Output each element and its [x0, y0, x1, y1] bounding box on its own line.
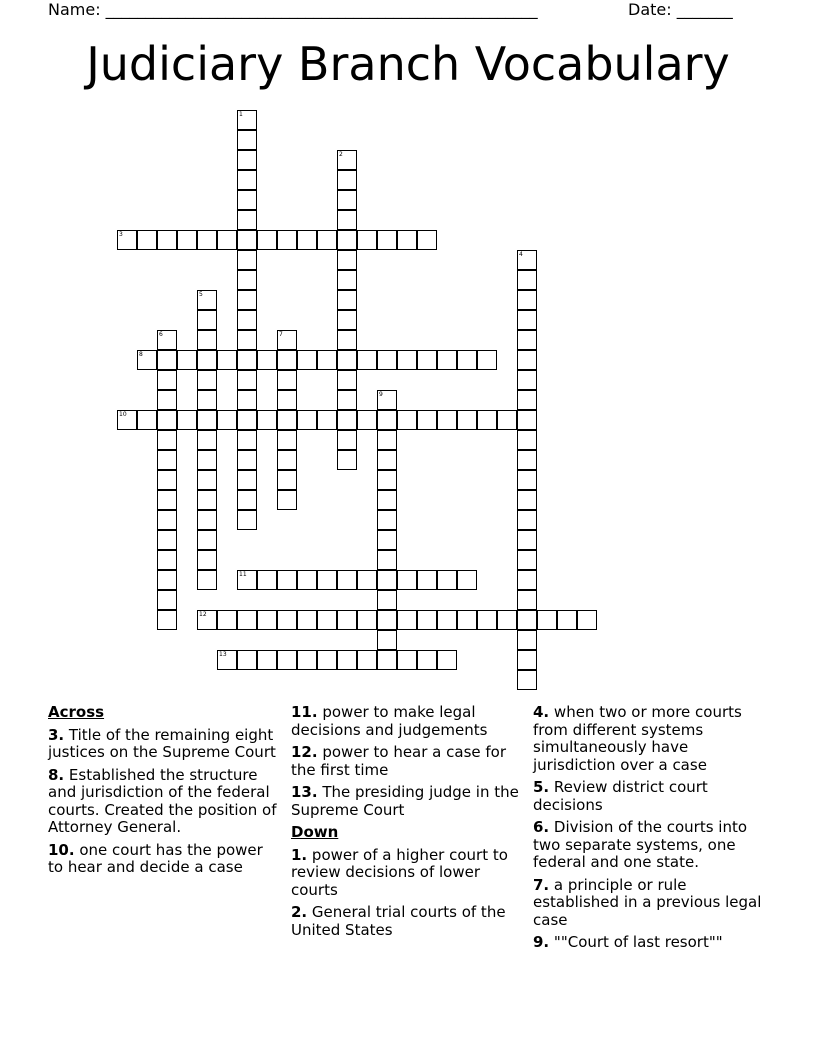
grid-cell[interactable]: [197, 410, 217, 430]
grid-cell[interactable]: [277, 650, 297, 670]
grid-cell[interactable]: [377, 510, 397, 530]
grid-cell[interactable]: [157, 350, 177, 370]
grid-cell[interactable]: [337, 170, 357, 190]
grid-cell[interactable]: [457, 570, 477, 590]
grid-cell[interactable]: [517, 450, 537, 470]
grid-cell[interactable]: [317, 230, 337, 250]
grid-cell[interactable]: [197, 570, 217, 590]
grid-cell[interactable]: [157, 430, 177, 450]
grid-cell[interactable]: [337, 430, 357, 450]
grid-cell[interactable]: [357, 650, 377, 670]
grid-cell[interactable]: [397, 350, 417, 370]
cell-number: 10: [119, 411, 127, 418]
grid-cell[interactable]: [517, 430, 537, 450]
grid-cell[interactable]: [457, 350, 477, 370]
grid-cell[interactable]: [477, 350, 497, 370]
grid-cell[interactable]: [417, 410, 437, 430]
grid-cell[interactable]: [397, 230, 417, 250]
grid-cell[interactable]: [537, 610, 557, 630]
grid-cell[interactable]: [237, 190, 257, 210]
grid-cell[interactable]: [217, 230, 237, 250]
grid-cell[interactable]: [377, 430, 397, 450]
grid-cell[interactable]: [337, 570, 357, 590]
clue-text: Review district court decisions: [533, 778, 708, 814]
grid-cell[interactable]: [317, 650, 337, 670]
grid-cell[interactable]: [477, 610, 497, 630]
grid-cell[interactable]: [217, 610, 237, 630]
clue-text: when two or more courts from different systems simultaneously have jurisdiction over a case: [533, 703, 742, 774]
clue-across-8: [48, 767, 280, 837]
grid-cell[interactable]: [297, 570, 317, 590]
clue-number: 12.: [291, 743, 318, 761]
grid-cell[interactable]: [517, 670, 537, 690]
grid-cell[interactable]: [397, 650, 417, 670]
grid-cell[interactable]: [397, 570, 417, 590]
grid-cell[interactable]: [437, 610, 457, 630]
cell-number: 3: [119, 231, 123, 238]
grid-cell[interactable]: [297, 230, 317, 250]
cell-number: 12: [199, 611, 207, 618]
grid-cell[interactable]: [237, 650, 257, 670]
grid-cell[interactable]: [157, 450, 177, 470]
grid-cell[interactable]: [337, 650, 357, 670]
grid-cell[interactable]: [197, 430, 217, 450]
grid-cell[interactable]: [437, 650, 457, 670]
grid-cell[interactable]: [177, 230, 197, 250]
clue-number: 5.: [533, 778, 550, 796]
grid-cell[interactable]: [517, 270, 537, 290]
grid-cell[interactable]: [377, 230, 397, 250]
grid-cell[interactable]: [157, 570, 177, 590]
grid-cell[interactable]: [217, 350, 237, 370]
clue-number: 7.: [533, 875, 550, 894]
grid-cell[interactable]: [317, 570, 337, 590]
clue-text: ""Court of last resort"": [553, 933, 723, 951]
grid-cell[interactable]: [517, 630, 537, 650]
grid-cell[interactable]: [517, 390, 537, 410]
clue-text: a principle or rule established in a previous legal case: [533, 875, 762, 929]
grid-cell[interactable]: [237, 170, 257, 190]
grid-cell[interactable]: [517, 330, 537, 350]
clue-number: 4.: [533, 703, 550, 721]
grid-cell[interactable]: [357, 230, 377, 250]
grid-cell[interactable]: [237, 570, 257, 590]
grid-cell[interactable]: [237, 230, 257, 250]
grid-cell[interactable]: [217, 410, 237, 430]
grid-cell[interactable]: [517, 310, 537, 330]
grid-cell[interactable]: [237, 390, 257, 410]
grid-cell[interactable]: [297, 350, 317, 370]
cell-number: 9: [379, 391, 383, 398]
grid-cell[interactable]: [517, 530, 537, 550]
grid-cell[interactable]: [157, 510, 177, 530]
grid-cell[interactable]: [337, 330, 357, 350]
clue-across-12: [291, 744, 523, 779]
grid-cell[interactable]: [417, 650, 437, 670]
clue-text: The presiding judge in the Supreme Court: [291, 783, 519, 819]
grid-cell[interactable]: [117, 230, 137, 250]
grid-cell[interactable]: [237, 450, 257, 470]
grid-cell[interactable]: [377, 470, 397, 490]
clue-down-7: [533, 877, 765, 930]
grid-cell[interactable]: [157, 530, 177, 550]
grid-cell[interactable]: [237, 290, 257, 310]
grid-cell[interactable]: [337, 150, 357, 170]
grid-cell[interactable]: [157, 390, 177, 410]
clue-across-13: [291, 784, 523, 819]
grid-cell[interactable]: [337, 310, 357, 330]
clue-text: one court has the power to hear and decide a case: [48, 840, 263, 876]
clue-number: 8.: [48, 765, 65, 784]
clue-down-4: [533, 704, 765, 774]
grid-cell[interactable]: [237, 150, 257, 170]
clue-down-1: [291, 847, 523, 900]
date-field-label: Date: _______: [628, 0, 733, 19]
grid-cell[interactable]: [237, 110, 257, 130]
grid-cell[interactable]: [157, 550, 177, 570]
grid-cell[interactable]: [257, 410, 277, 430]
grid-cell[interactable]: [517, 470, 537, 490]
grid-cell[interactable]: [517, 250, 537, 270]
grid-cell[interactable]: [197, 330, 217, 350]
grid-cell[interactable]: [257, 350, 277, 370]
grid-cell[interactable]: [197, 510, 217, 530]
grid-cell[interactable]: [377, 570, 397, 590]
cell-number: 6: [159, 331, 163, 338]
grid-cell[interactable]: [457, 410, 477, 430]
grid-cell[interactable]: [517, 370, 537, 390]
grid-cell[interactable]: [377, 630, 397, 650]
grid-cell[interactable]: [277, 450, 297, 470]
grid-cell[interactable]: [197, 470, 217, 490]
grid-cell[interactable]: [177, 350, 197, 370]
grid-cell[interactable]: [477, 410, 497, 430]
clue-across-11: [291, 704, 523, 739]
clue-number: 6.: [533, 818, 550, 836]
grid-cell[interactable]: [277, 390, 297, 410]
grid-cell[interactable]: [297, 410, 317, 430]
grid-cell[interactable]: [277, 230, 297, 250]
grid-cell[interactable]: [517, 290, 537, 310]
grid-cell[interactable]: [217, 650, 237, 670]
grid-cell[interactable]: [197, 370, 217, 390]
grid-cell[interactable]: [277, 370, 297, 390]
grid-cell[interactable]: [377, 530, 397, 550]
grid-cell[interactable]: [137, 410, 157, 430]
grid-cell[interactable]: [357, 350, 377, 370]
grid-cell[interactable]: [337, 410, 357, 430]
clue-text: Division of the courts into two separate systems, one federal and one state.: [533, 818, 748, 871]
clue-down-6: [533, 819, 765, 872]
grid-cell[interactable]: [157, 590, 177, 610]
grid-cell[interactable]: [197, 290, 217, 310]
cell-number: 7: [279, 331, 283, 338]
clue-text: power to make legal decisions and judgements: [291, 703, 488, 739]
grid-cell[interactable]: [117, 410, 137, 430]
clue-number: 11.: [291, 703, 318, 721]
grid-cell[interactable]: [517, 610, 537, 630]
grid-cell[interactable]: [277, 430, 297, 450]
clue-text: Title of the remaining eight justices on the Supreme Court: [48, 725, 276, 761]
grid-cell[interactable]: [357, 570, 377, 590]
grid-cell[interactable]: [237, 510, 257, 530]
grid-cell[interactable]: [517, 590, 537, 610]
grid-cell[interactable]: [157, 610, 177, 630]
grid-cell[interactable]: [397, 610, 417, 630]
grid-cell[interactable]: [197, 450, 217, 470]
clue-text: power to hear a case for the first time: [291, 743, 507, 779]
grid-cell[interactable]: [237, 490, 257, 510]
grid-cell[interactable]: [257, 230, 277, 250]
grid-cell[interactable]: [237, 610, 257, 630]
grid-cell[interactable]: [377, 650, 397, 670]
grid-cell[interactable]: [517, 510, 537, 530]
clue-text: Established the structure and jurisdiction of the federal courts. Created the position of Attorney General.: [48, 765, 277, 836]
grid-cell[interactable]: [257, 610, 277, 630]
grid-cell[interactable]: [457, 610, 477, 630]
grid-cell[interactable]: [517, 410, 537, 430]
clue-column-1: [48, 704, 280, 882]
grid-cell[interactable]: [337, 230, 357, 250]
grid-cell[interactable]: [377, 590, 397, 610]
grid-cell[interactable]: [437, 570, 457, 590]
grid-cell[interactable]: [517, 550, 537, 570]
grid-cell[interactable]: [557, 610, 577, 630]
grid-cell[interactable]: [197, 610, 217, 630]
grid-cell[interactable]: [497, 410, 517, 430]
grid-cell[interactable]: [157, 490, 177, 510]
across-heading: Across: [48, 703, 105, 721]
clue-number: 10.: [48, 840, 75, 859]
grid-cell[interactable]: [437, 350, 457, 370]
grid-cell[interactable]: [237, 470, 257, 490]
grid-cell[interactable]: [297, 650, 317, 670]
grid-cell[interactable]: [517, 490, 537, 510]
grid-cell[interactable]: [237, 210, 257, 230]
clue-text: General trial courts of the United States: [291, 903, 506, 939]
grid-cell[interactable]: [197, 490, 217, 510]
name-field-label: Name: ______________________________________________________: [48, 0, 538, 19]
grid-cell[interactable]: [197, 550, 217, 570]
grid-cell[interactable]: [157, 370, 177, 390]
grid-cell[interactable]: [157, 330, 177, 350]
grid-cell[interactable]: [237, 370, 257, 390]
grid-cell[interactable]: [377, 390, 397, 410]
cell-number: 11: [239, 571, 247, 578]
page-title: Judiciary Branch Vocabulary: [86, 37, 730, 91]
clue-text: power of a higher court to review decisions of lower courts: [291, 845, 508, 899]
grid-cell[interactable]: [277, 410, 297, 430]
grid-cell[interactable]: [337, 450, 357, 470]
grid-cell[interactable]: [237, 410, 257, 430]
grid-cell[interactable]: [337, 190, 357, 210]
grid-cell[interactable]: [377, 490, 397, 510]
grid-cell[interactable]: [237, 350, 257, 370]
grid-cell[interactable]: [577, 610, 597, 630]
grid-cell[interactable]: [277, 490, 297, 510]
grid-cell[interactable]: [237, 430, 257, 450]
grid-cell[interactable]: [337, 270, 357, 290]
clue-number: 13.: [291, 783, 318, 801]
grid-cell[interactable]: [337, 290, 357, 310]
clue-number: 9.: [533, 933, 550, 951]
grid-cell[interactable]: [337, 350, 357, 370]
clue-number: 1.: [291, 845, 308, 864]
grid-cell[interactable]: [417, 570, 437, 590]
cell-number: 4: [519, 251, 523, 258]
grid-cell[interactable]: [397, 410, 417, 430]
grid-cell[interactable]: [257, 650, 277, 670]
grid-cell[interactable]: [197, 390, 217, 410]
grid-cell[interactable]: [417, 230, 437, 250]
cell-number: 1: [239, 111, 243, 118]
grid-cell[interactable]: [237, 270, 257, 290]
clue-column-2: [291, 704, 523, 944]
clue-column-3: [533, 704, 765, 957]
cell-number: 5: [199, 291, 203, 298]
grid-cell[interactable]: [197, 310, 217, 330]
grid-cell[interactable]: [317, 410, 337, 430]
grid-cell[interactable]: [377, 610, 397, 630]
grid-cell[interactable]: [237, 330, 257, 350]
clue-across-3: [48, 727, 280, 762]
grid-cell[interactable]: [337, 610, 357, 630]
grid-cell[interactable]: [317, 350, 337, 370]
grid-cell[interactable]: [157, 410, 177, 430]
clue-down-5: [533, 779, 765, 814]
grid-cell[interactable]: [417, 610, 437, 630]
grid-cell[interactable]: [377, 450, 397, 470]
grid-cell[interactable]: [237, 130, 257, 150]
grid-cell[interactable]: [277, 350, 297, 370]
cell-number: 2: [339, 151, 343, 158]
clue-number: 3.: [48, 725, 65, 744]
grid-cell[interactable]: [377, 410, 397, 430]
grid-cell[interactable]: [417, 350, 437, 370]
grid-cell[interactable]: [277, 470, 297, 490]
clue-across-10: [48, 842, 280, 877]
grid-cell[interactable]: [437, 410, 457, 430]
grid-cell[interactable]: [277, 330, 297, 350]
grid-cell[interactable]: [277, 610, 297, 630]
grid-cell[interactable]: [337, 390, 357, 410]
grid-cell[interactable]: [337, 210, 357, 230]
grid-cell[interactable]: [357, 410, 377, 430]
grid-cell[interactable]: [237, 310, 257, 330]
down-heading: Down: [291, 823, 339, 841]
clue-down-2: [291, 904, 523, 939]
grid-cell[interactable]: [137, 350, 157, 370]
grid-cell[interactable]: [197, 530, 217, 550]
clue-down-9: [533, 934, 765, 952]
grid-cell[interactable]: [297, 610, 317, 630]
clue-number: 2.: [291, 903, 308, 921]
grid-cell[interactable]: [517, 570, 537, 590]
grid-cell[interactable]: [277, 570, 297, 590]
grid-cell[interactable]: [357, 610, 377, 630]
grid-cell[interactable]: [257, 570, 277, 590]
grid-cell[interactable]: [317, 610, 337, 630]
grid-cell[interactable]: [377, 350, 397, 370]
grid-cell[interactable]: [517, 350, 537, 370]
cell-number: 13: [219, 651, 227, 658]
grid-cell[interactable]: [137, 230, 157, 250]
grid-cell[interactable]: [497, 610, 517, 630]
grid-cell[interactable]: [517, 650, 537, 670]
grid-cell[interactable]: [197, 350, 217, 370]
grid-cell[interactable]: [337, 370, 357, 390]
grid-cell[interactable]: [157, 230, 177, 250]
cell-number: 8: [139, 351, 143, 358]
grid-cell[interactable]: [237, 250, 257, 270]
grid-cell[interactable]: [197, 230, 217, 250]
grid-cell[interactable]: [377, 550, 397, 570]
grid-cell[interactable]: [337, 250, 357, 270]
grid-cell[interactable]: [157, 470, 177, 490]
grid-cell[interactable]: [177, 410, 197, 430]
